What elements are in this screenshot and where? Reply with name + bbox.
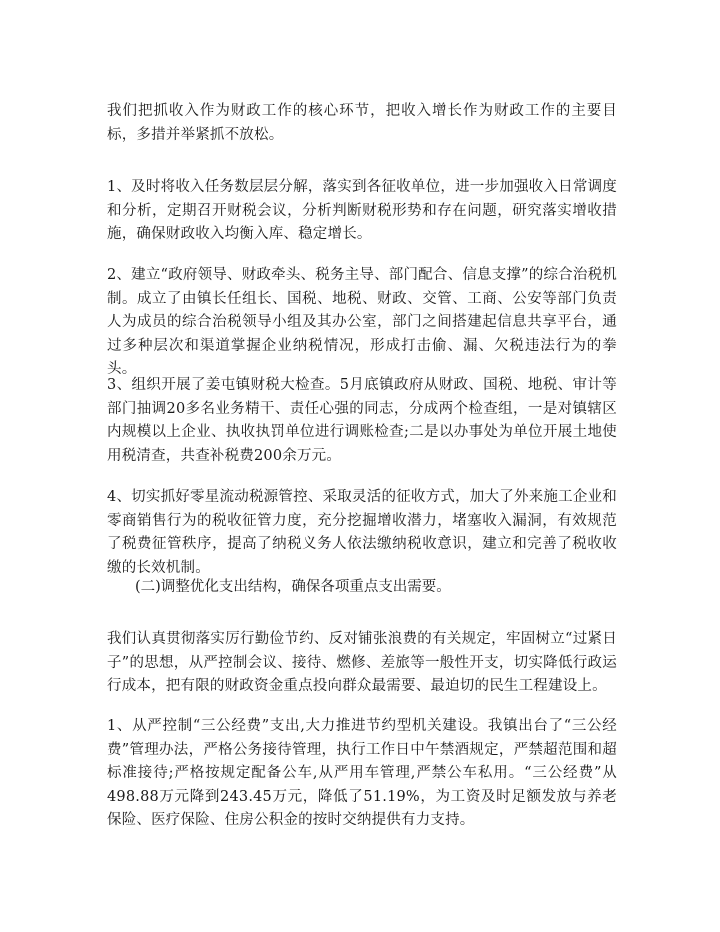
paragraph-intro: 我们把抓收入作为财政工作的核心环节，把收入增长作为财政工作的主要目标，多措并举紧抓不放松。 [107, 103, 617, 143]
paragraph-item-2: 2、建立“政府领导、财政牵头、税务主导、部门配合、信息支撑”的综合治税机制。成立了由镇长任组长、国税、地税、财政、交管、工商、公安等部门负责人为成员的综合治税领导小组及其办公室，部门之间搭建起信息共享平台，通过多种层次和渠道掌握企业纳税情况，形成打击偷、漏、欠税违法行为的拳头。 [107, 267, 617, 377]
paragraph-item-4: 4、切实抓好零星流动税源管控、采取灵活的征收方式，加大了外来施工企业和零商销售行为的税收征管力度，充分挖掘增收潜力，堵塞收入漏洞，有效规范了税费征管秩序，提高了纳税义务人依法缴纳税收意识，建立和完善了税收收缴的长效机制。 [107, 489, 617, 576]
paragraph-expenditure-intro: 我们认真贯彻落实厉行勤俭节约、反对铺张浪费的有关规定，牢固树立“过紧日子”的思想，从严控制会议、接待、燃修、差旅等一般性开支，切实降低行政运行成本，把有限的财政资金重点投向群众最需要、最迫切的民生工程建设上。 [107, 631, 617, 694]
section-heading: (二)调整优化支出结构，确保各项重点支出需要。 [135, 579, 451, 595]
paragraph-item-3: 3、组织开展了姜屯镇财税大检查。5月底镇政府从财政、国税、地税、审计等部门抽调20多名业务精干、责任心强的同志，分成两个检查组，一是对镇辖区内规模以上企业、执收执罚单位进行调账检查;二是以办事处为单位开展土地使用税清查，共查补税费200余万元。 [107, 377, 617, 464]
paragraph-expenditure-item-1: 1、从严控制“三公经费”支出,大力推进节约型机关建设。我镇出台了“三公经费”管理办法，严格公务接待管理，执行工作日中午禁酒规定，严禁超范围和超标准接待;严格按规定配备公车,从严用车管理,严禁公车私用。“三公经费”从498.88万元降到243.45万元，降低了51.19%，为工资及时足额发放与养老保险、医疗保险、住房公积金的按时交纳提供有力支持。 [107, 718, 617, 828]
paragraph-item-1: 1、及时将收入任务数层层分解，落实到各征收单位，进一步加强收入日常调度和分析，定期召开财税会议，分析判断财税形势和存在问题，研究落实增收措施，确保财政收入均衡入库、稳定增长。 [107, 179, 617, 242]
